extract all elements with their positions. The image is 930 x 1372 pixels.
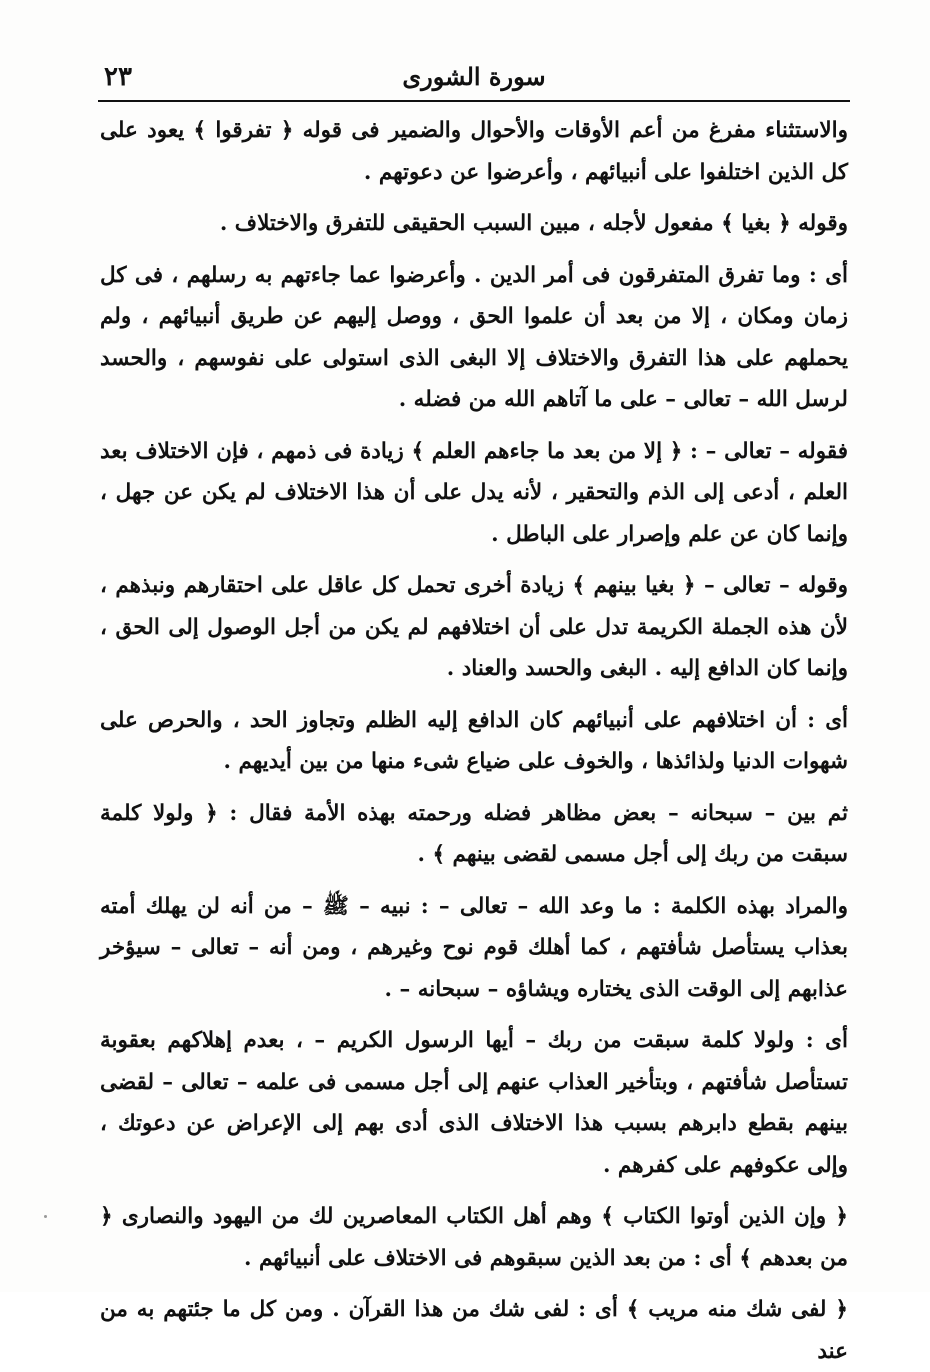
paragraph: أى : وما تفرق المتفرقون فى أمر الدين . وأعرضوا عما جاءتهم به رسلهم ، فى كل زمان ومكان ، إلا من بعد أن علموا الحق ، ووصل إليهم عن طريق أنبيائهم ، ولم يحملهم على هذا التفرق والاختلاف إلا البغى الذى استولى على نفوسهم ، والحسد لرسل الله – تعالى – على ما آتاهم الله من فضله . xyxy=(100,262,848,412)
paragraph: ثم بين – سبحانه – بعض مظاهر فضله ورحمته بهذه الأمة فقال : ﴿ ولولا كلمة سبقت من ربك إلى أجل مسمى لقضى بينهم ﴾ . xyxy=(100,800,848,867)
paragraph: أى : ولولا كلمة سبقت من ربك – أيها الرسول الكريم – ، بعدم إهلاكهم بعقوبة تستأصل شأفتهم ، وبتأخير العذاب عنهم إلى أجل مسمى فى علمه – تعالى – لقضى بينهم بقطع دابرهم بسبب هذا الاختلاف الذى أدى بهم إلى الإعراض عن دعوتك ، وإلى عكوفهم على كفرهم . xyxy=(100,1028,848,1178)
page-number: ٢٣ xyxy=(104,62,132,92)
scan-speck xyxy=(44,1215,47,1218)
surah-title: سورة الشورى xyxy=(402,62,546,91)
paragraph: ﴿ لفى شك منه مريب ﴾ أى : لفى شك من هذا القرآن . ومن كل ما جئتهم به من عند xyxy=(100,1297,848,1364)
paragraph: وقوله – تعالى – ﴿ بغيا بينهم ﴾ زيادة أخرى تحمل كل عاقل على احتقارهم ونبذهم ، لأن هذه الجملة الكريمة تدل على أن اختلافهم لم يكن من أجل الوصول إلى الحق ، وإنما كان الدافع إليه . البغى والحسد والعناد . xyxy=(100,573,848,681)
page-header xyxy=(98,52,850,102)
page-body xyxy=(100,110,848,1372)
paragraph: والمراد بهذه الكلمة : ما وعد الله – تعالى – : نبيه – ﷺ – من أنه لن يهلك أمته بعذاب يستأصل شأفتهم ، كما أهلك قوم نوح وغيرهم ، ومن أنه – تعالى – سيؤخر عذابهم إلى الوقت الذى يختاره ويشاؤه – سبحانه – . xyxy=(100,893,848,1002)
paragraph: ﴿ وإن الذين أوتوا الكتاب ﴾ وهم أهل الكتاب المعاصرين لك من اليهود والنصارى ﴿ من بعدهم ﴾ أى : من بعد الذين سبقوهم فى الاختلاف على أنبيائهم . xyxy=(100,1204,848,1271)
paragraph: أى : أن اختلافهم على أنبيائهم كان الدافع إليه الظلم وتجاوز الحد ، والحرص على شهوات الدنيا ولذائذها ، والخوف على ضياع شىء منها من بين أيديهم . xyxy=(100,707,848,774)
paragraph: فقوله – تعالى – : ﴿ إلا من بعد ما جاءهم العلم ﴾ زيادة فى ذمهم ، فإن الاختلاف بعد العلم ، أدعى إلى الذم والتحقير ، لأنه يدل على أن هذا الاختلاف لم يكن عن جهل ، وإنما كان عن علم وإصرار على الباطل . xyxy=(100,438,848,547)
paragraph: وقوله ﴿ بغيا ﴾ مفعول لأجله ، مبين السبب الحقيقى للتفرق والاختلاف . xyxy=(219,211,848,236)
paragraph: والاستثناء مفرغ من أعم الأوقات والأحوال والضمير فى قوله ﴿ تفرقوا ﴾ يعود على كل الذين اختلفوا على أنبيائهم ، وأعرضوا عن دعوتهم . xyxy=(100,118,848,185)
